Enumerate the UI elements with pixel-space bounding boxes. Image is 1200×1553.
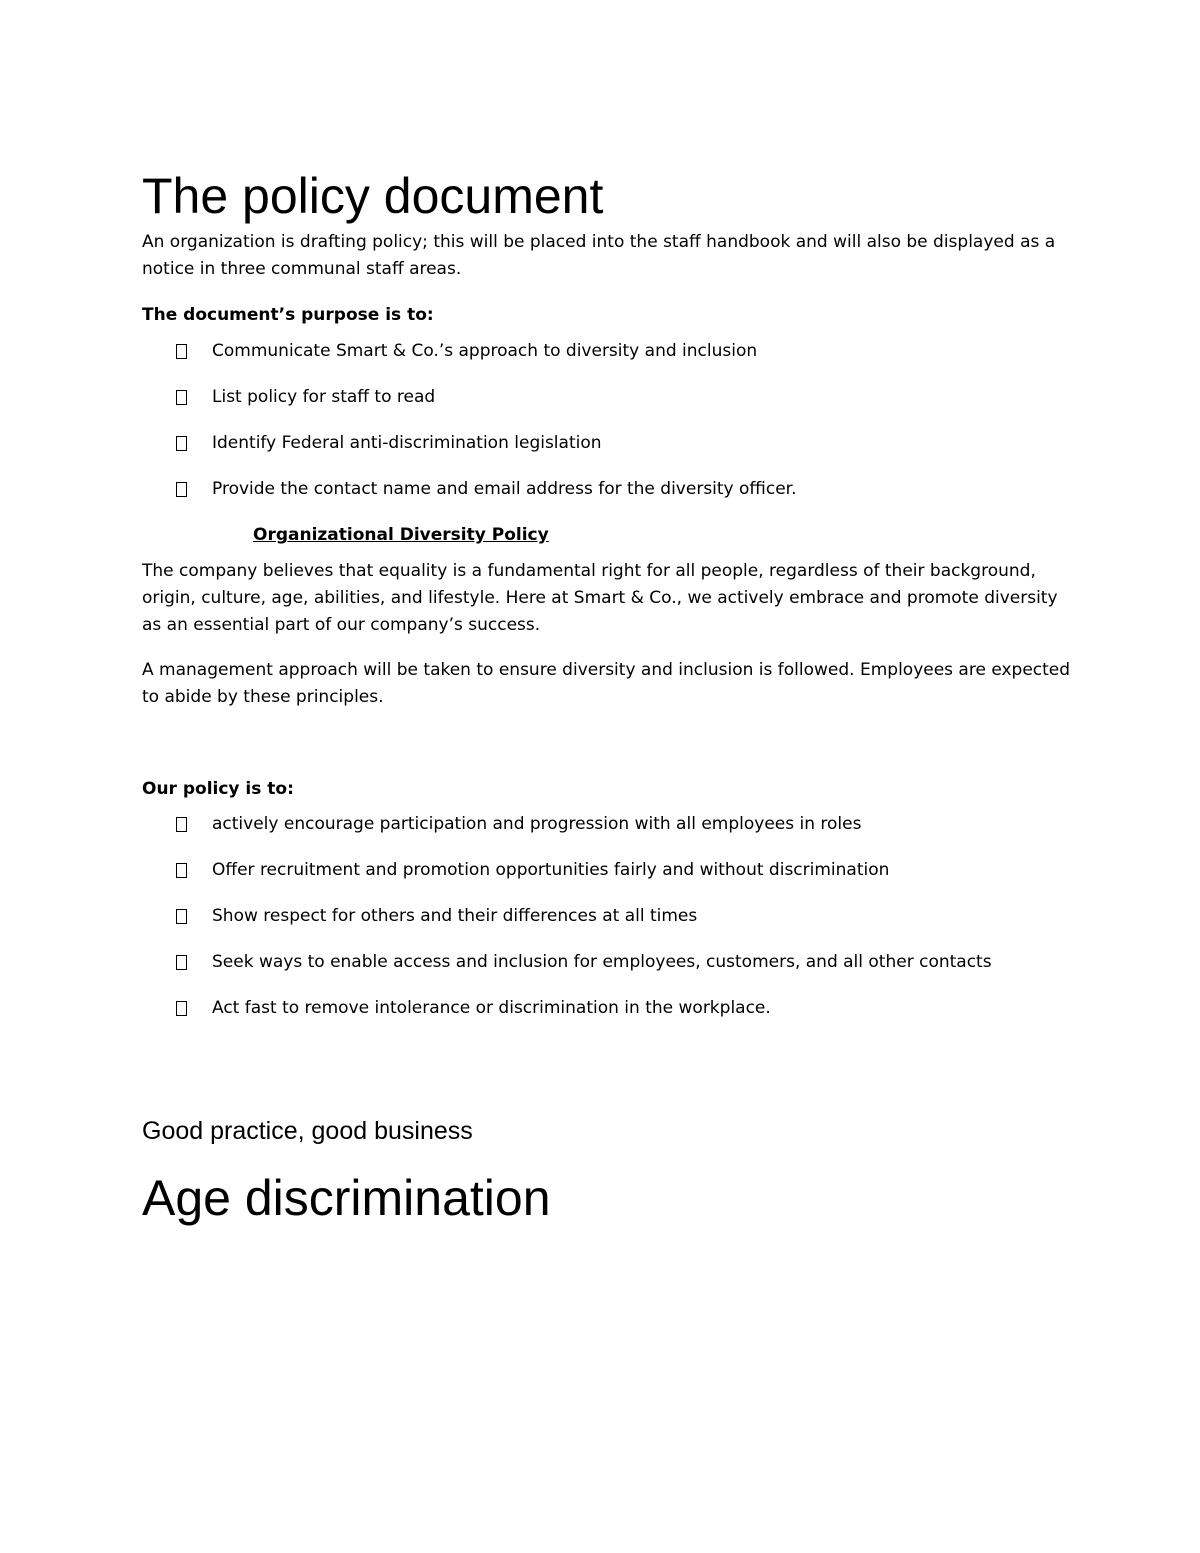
purpose-item-text: Provide the contact name and email address for the diversity officer.: [212, 479, 797, 499]
bullet-box-icon: [176, 482, 187, 497]
purpose-label: The document’s purpose is to:: [142, 305, 434, 325]
our-policy-item-text: Act fast to remove intolerance or discrimination in the workplace.: [212, 998, 771, 1018]
purpose-item-text: Communicate Smart & Co.’s approach to diversity and inclusion: [212, 341, 758, 361]
our-policy-item-text: Show respect for others and their differences at all times: [212, 906, 698, 926]
bullet-box-icon: [176, 909, 187, 924]
bullet-box-icon: [176, 390, 187, 405]
bullet-box-icon: [176, 955, 187, 970]
policy-paragraph-1: The company believes that equality is a fundamental right for all people, regardless of their background, origin, culture, age, abilities, and lifestyle. Here at Smart & Co., we actively embrace and promote diversity as an essential part of our company’s success.: [142, 561, 1058, 635]
bullet-box-icon: [176, 817, 187, 832]
purpose-item-text: Identify Federal anti-discrimination legislation: [212, 433, 602, 453]
policy-paragraph-2: A management approach will be taken to ensure diversity and inclusion is followed. Employees are expected to abide by these principles.: [142, 660, 1071, 707]
bullet-box-icon: [176, 1001, 187, 1016]
document-title: The policy document: [142, 168, 604, 224]
policy-heading: Organizational Diversity Policy: [253, 525, 549, 545]
bullet-box-icon: [176, 344, 187, 359]
our-policy-item-text: actively encourage participation and progression with all employees in roles: [212, 814, 862, 834]
our-policy-item-text: Seek ways to enable access and inclusion for employees, customers, and all other contacts: [212, 952, 992, 972]
age-discrimination-heading: Age discrimination: [142, 1170, 551, 1226]
our-policy-label: Our policy is to:: [142, 779, 294, 799]
bullet-box-icon: [176, 436, 187, 451]
intro-paragraph: An organization is drafting policy; this will be placed into the staff handbook and will also be displayed as a notice in three communal staff areas.: [142, 232, 1056, 279]
bullet-box-icon: [176, 863, 187, 878]
good-practice-heading: Good practice, good business: [142, 1117, 473, 1145]
our-policy-item-text: Offer recruitment and promotion opportunities fairly and without discrimination: [212, 860, 890, 880]
purpose-item-text: List policy for staff to read: [212, 387, 436, 407]
